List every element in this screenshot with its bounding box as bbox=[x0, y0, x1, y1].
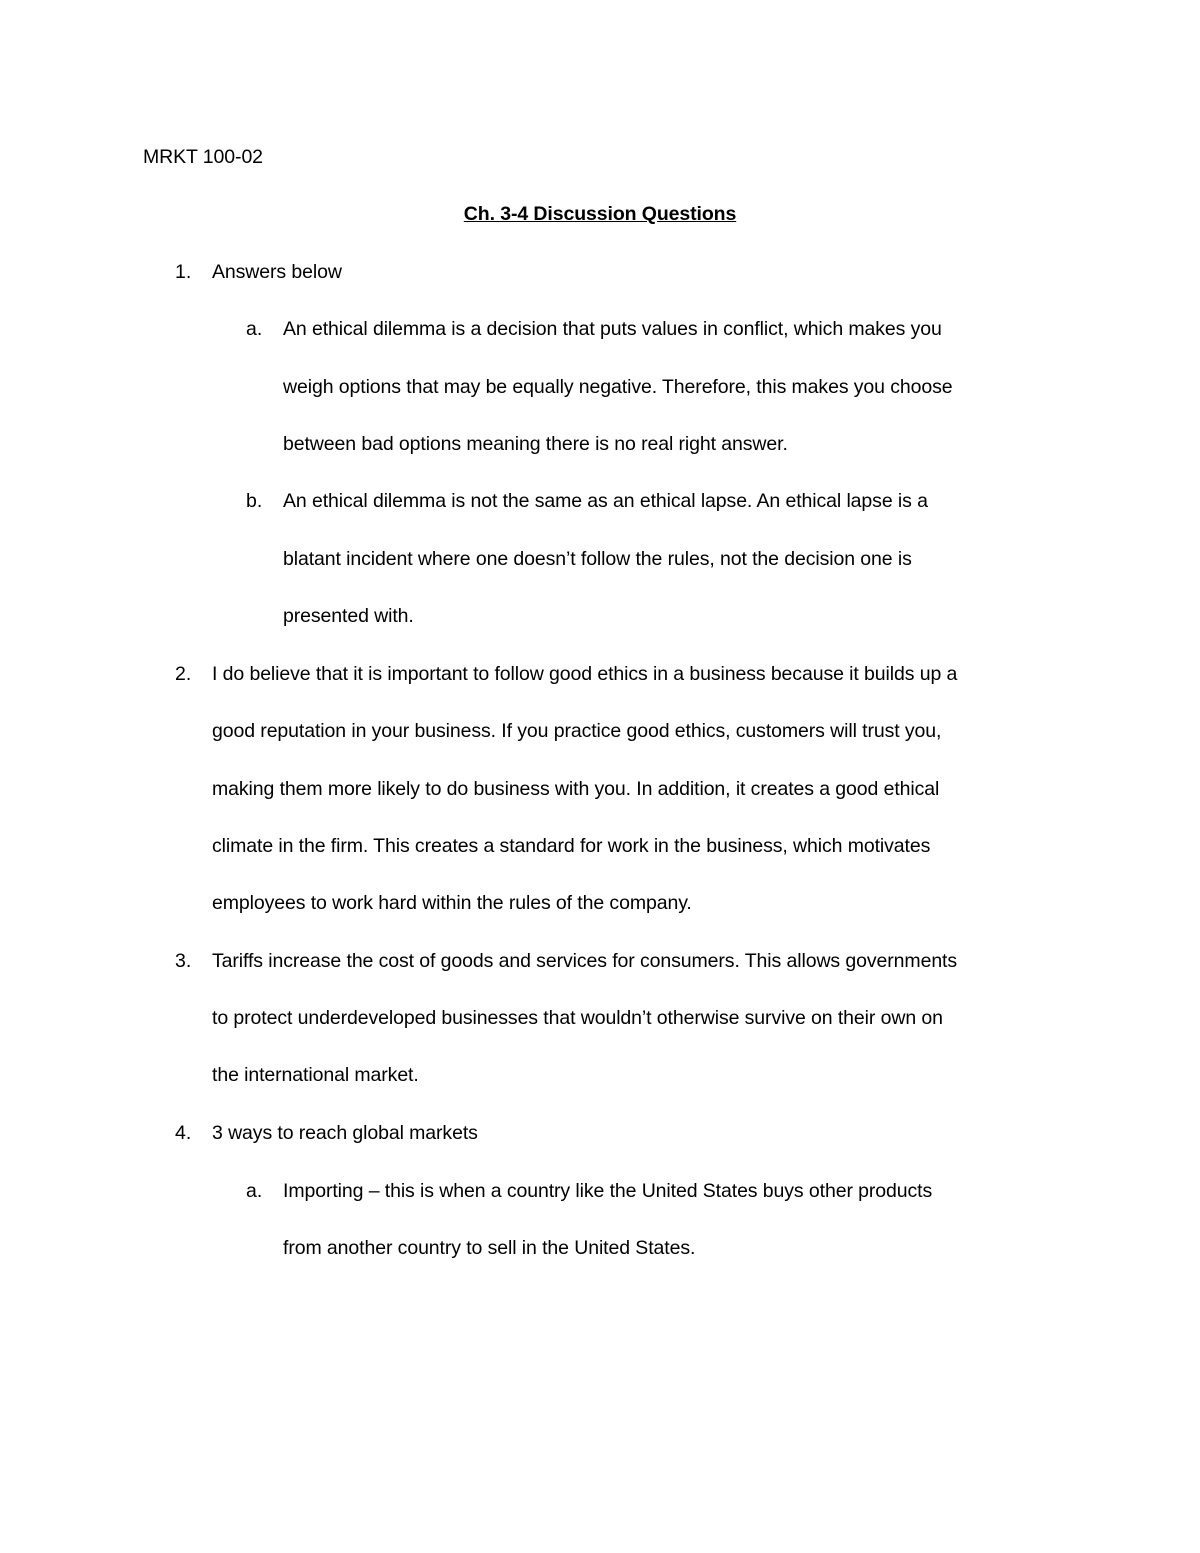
sub-item-text-line: presented with. bbox=[283, 605, 414, 627]
list-item-text-line: Tariffs increase the cost of goods and services for consumers. This allows governments bbox=[212, 950, 958, 972]
sub-item-text-line: Importing – this is when a country like the United States buys other products bbox=[283, 1180, 933, 1202]
list-item-text: 3 ways to reach global markets bbox=[212, 1122, 478, 1144]
list-item-text-line: employees to work hard within the rules of the company. bbox=[212, 892, 692, 914]
sub-list-marker: b. bbox=[246, 490, 263, 512]
list-marker: 4. bbox=[175, 1122, 192, 1144]
sub-item-text-line: blatant incident where one doesn’t follow the rules, not the decision one is bbox=[283, 548, 912, 570]
sub-item-text-line: weigh options that may be equally negative. Therefore, this makes you choose bbox=[283, 376, 953, 398]
sub-item-text-line: between bad options meaning there is no real right answer. bbox=[283, 433, 788, 455]
list-marker: 3. bbox=[175, 950, 192, 972]
sub-item-text-line: An ethical dilemma is a decision that puts values in conflict, which makes you bbox=[283, 318, 942, 340]
list-item-text-line: I do believe that it is important to follow good ethics in a business because it builds up a bbox=[212, 663, 958, 685]
sub-item-text-line: An ethical dilemma is not the same as an ethical lapse. An ethical lapse is a bbox=[283, 490, 928, 512]
list-item-text-line: good reputation in your business. If you practice good ethics, customers will trust you, bbox=[212, 720, 942, 742]
sub-list-marker: a. bbox=[246, 1180, 263, 1202]
page-title: Ch. 3-4 Discussion Questions bbox=[463, 203, 737, 225]
list-item-text-line: to protect underdeveloped businesses that wouldn’t otherwise survive on their own on bbox=[212, 1007, 943, 1029]
list-item-text: Answers below bbox=[212, 261, 342, 283]
list-item-text-line: making them more likely to do business with you. In addition, it creates a good ethical bbox=[212, 778, 940, 800]
list-marker: 2. bbox=[175, 663, 192, 685]
list-marker: 1. bbox=[175, 261, 192, 283]
list-item-text-line: climate in the firm. This creates a standard for work in the business, which motivates bbox=[212, 835, 931, 857]
course-code: MRKT 100-02 bbox=[143, 146, 263, 168]
sub-list-marker: a. bbox=[246, 318, 263, 340]
list-item-text-line: the international market. bbox=[212, 1064, 419, 1086]
sub-item-text-line: from another country to sell in the United States. bbox=[283, 1237, 696, 1259]
